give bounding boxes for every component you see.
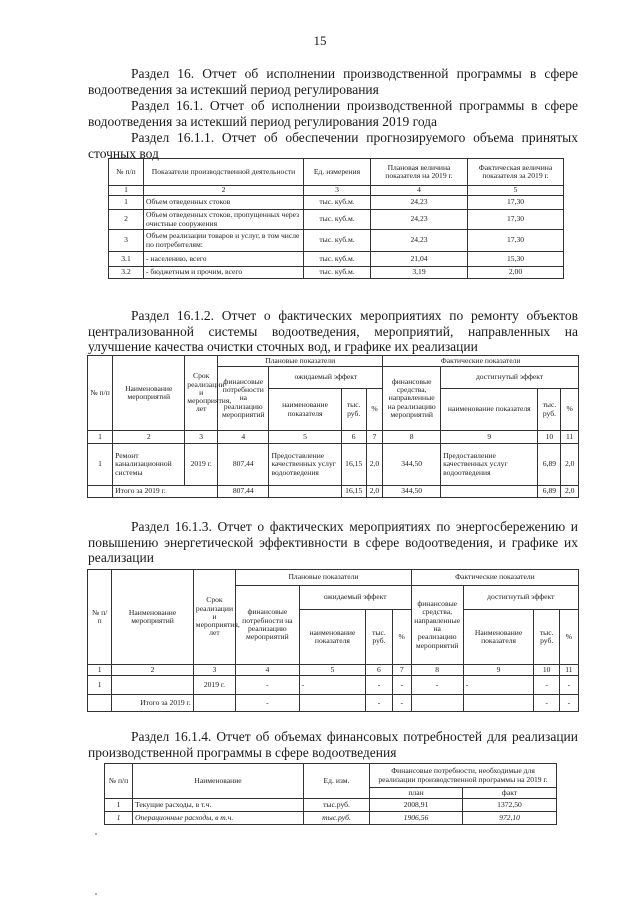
column-header: Ед. измерения <box>304 159 371 186</box>
table-row: 3 Объем реализации товаров и услуг, в том числе по потребителям: тыс. куб.м. 24,23 17,30 <box>109 230 564 252</box>
table-row: 1 Текущие расходы, в т.ч. тыс.руб. 2008,91 1372,50 <box>105 799 557 812</box>
column-header: тыс. руб. <box>534 610 559 665</box>
column-header: № п/п <box>88 356 113 431</box>
column-header: финансовые средства, направленные на реализацию мероприятий <box>383 367 441 431</box>
scan-speck <box>95 893 97 895</box>
column-header: Срок реализации и мероприятия, лет <box>185 356 218 431</box>
column-header: Плановые показатели <box>218 356 383 367</box>
scan-speck <box>95 833 97 835</box>
column-header: Фактические показатели <box>411 570 578 586</box>
column-header: факт <box>463 788 557 799</box>
section-16-1-2-heading: Раздел 16.1.2. Отчет о фактических мероприятиях по ремонту объектов централизованной системы водоотведения, мероприятий, направленных на улучшение качества очистки сточных вод, и графике их реализации <box>88 308 578 354</box>
column-header: тыс. руб. <box>538 389 561 431</box>
table-header-row <box>109 159 564 186</box>
column-header: № п/п <box>105 764 133 799</box>
column-number-row: 1 2 3 4 5 <box>109 186 564 196</box>
column-header: Наименование <box>133 764 304 799</box>
column-header: тыс. руб. <box>341 389 366 431</box>
column-number-row: 1 2 3 4 5 6 7 8 9 10 11 <box>88 665 579 676</box>
column-header: % <box>559 610 578 665</box>
section-16-1-4-heading: Раздел 16.1.4. Отчет об объемах финансовых потребностей для реализации производственной программы в сфере водоотведения <box>88 729 578 760</box>
column-header: Наименование мероприятий <box>112 570 193 665</box>
column-header: финансовые потребности на реализацию мероприятий <box>236 586 299 665</box>
table-row: 1 Операционные расходы, в т.ч. тыс.руб. 1906,56 972,10 <box>105 812 557 825</box>
column-header: % <box>561 389 579 431</box>
page-number: 15 <box>313 33 327 48</box>
table-row: 1 2019 г. - - - - - - - - <box>88 676 579 695</box>
column-header: № п/п <box>109 159 144 186</box>
column-header: Наименование мероприятий <box>113 356 185 431</box>
column-header: Наименование показателя <box>463 610 534 665</box>
column-header: ожидаемый эффект <box>299 586 411 610</box>
table-header-row <box>88 570 579 586</box>
column-header: Фактическая величина показателя за 2019 г. <box>468 159 564 186</box>
table-row: 1 Ремонт канализационной системы 2019 г. 807,44 Предоставление качественных услуг водоотведения 16,15 2,0 344,50 Предоставление качественных услуг водоотведения 6,89 2,0 <box>88 444 579 486</box>
table-row: 1 Объем отведенных стоков тыс. куб.м. 24,23 17,30 <box>109 196 564 210</box>
financial-needs-table <box>104 763 557 825</box>
column-number-row: 1 2 3 4 5 6 7 8 9 10 11 <box>88 431 579 444</box>
column-header: Показатели производственной деятельности <box>144 159 304 186</box>
column-header: Плановые показатели <box>236 570 412 586</box>
column-header: достигнутый эффект <box>441 367 579 389</box>
column-header: наименование показателя <box>441 389 538 431</box>
energy-saving-table <box>87 569 579 712</box>
column-header: финансовые потребности на реализацию мероприятий <box>218 367 269 431</box>
column-header: ожидаемый эффект <box>269 367 383 389</box>
repair-measures-table <box>87 355 579 498</box>
column-header: достигнутый эффект <box>463 586 578 610</box>
column-header: № п/п <box>88 570 112 665</box>
section-16-heading: Раздел 16. Отчет об исполнении производственной программы в сфере водоотведения за истекший период регулирования <box>88 66 578 97</box>
column-header: наименование показателя <box>269 389 341 431</box>
column-header: % <box>366 389 382 431</box>
column-header: финансовые средства, направленные на реализацию мероприятий <box>411 586 463 665</box>
column-header: тыс. руб. <box>366 610 392 665</box>
column-header: % <box>392 610 411 665</box>
table-total-row: Итого за 2019 г. - - - - - <box>88 695 579 712</box>
column-header: Финансовые потребности, необходимые для реализации производственной программы на 2019 г. <box>370 764 557 788</box>
column-header: Фактические показатели <box>383 356 579 367</box>
column-header: наименование показателя <box>299 610 366 665</box>
column-header: план <box>370 788 463 799</box>
section-16-1-heading: Раздел 16.1. Отчет об исполнении производственной программы в сфере водоотведения за истекший период регулирования 2019 года <box>88 98 578 129</box>
table-row: 3.1 - населению, всего тыс. куб.м. 21,04 15,30 <box>109 252 564 267</box>
table-total-row: Итого за 2019 г. 807,44 16,15 2,0 344,50 6,89 2,0 <box>88 486 579 498</box>
column-header: Срок реализации и мероприятия, лет <box>193 570 235 665</box>
column-header: Ед. изм. <box>304 764 370 799</box>
table-row: 3.2 - бюджетным и прочим, всего тыс. куб.м. 3,19 2,00 <box>109 267 564 279</box>
section-16-1-3-heading: Раздел 16.1.3. Отчет о фактических мероприятиях по энергосбережению и повышению энергетической эффективности в сфере водоотведения, и графике их реализации <box>88 519 578 565</box>
column-header: Плановая величина показателя на 2019 г. <box>371 159 468 186</box>
table-row: 2 Объем отведенных стоков, пропущенных через очистные сооружения тыс. куб.м. 24,23 17,30 <box>109 210 564 230</box>
table-header-row <box>105 764 557 788</box>
sewage-volume-table <box>108 158 564 279</box>
table-header-row <box>88 356 579 367</box>
section-16-1-1-heading: Раздел 16.1.1. Отчет об обеспечении прогнозируемого объема принятых сточных вод <box>88 130 578 161</box>
